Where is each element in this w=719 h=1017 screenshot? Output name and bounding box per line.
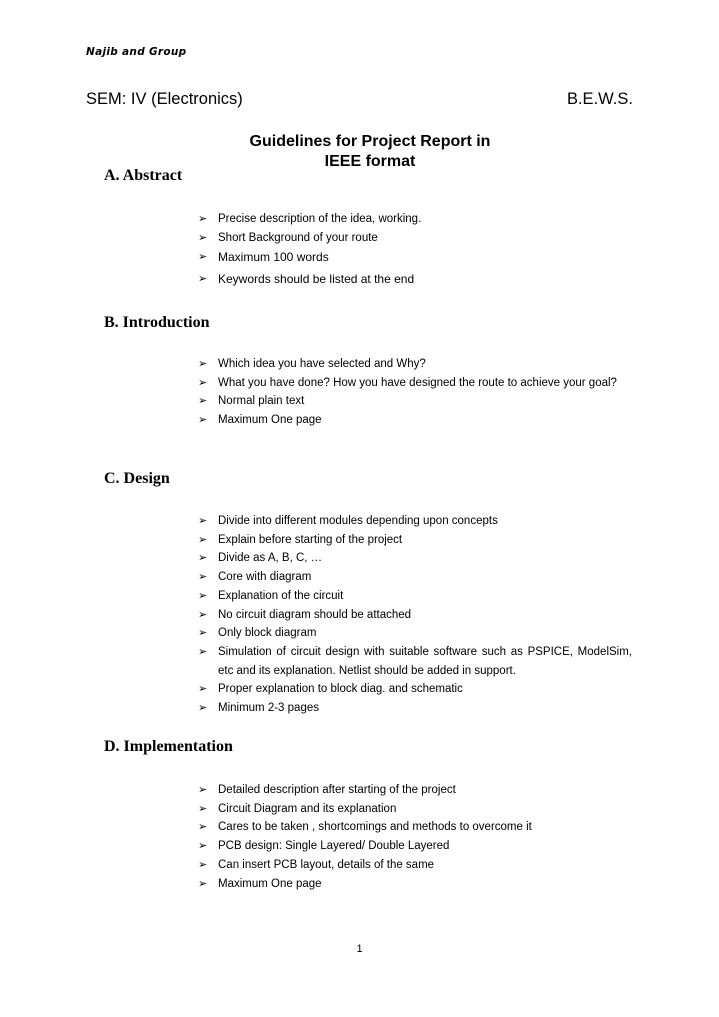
list-item: ➢ Maximum One page [198,411,632,430]
arrow-bullet-icon: ➢ [198,552,208,565]
document-title-line-1: Guidelines for Project Report in [249,133,491,150]
arrow-bullet-icon: ➢ [198,683,208,696]
arrow-bullet-icon: ➢ [198,702,208,715]
arrow-bullet-icon: ➢ [198,877,208,890]
semester-label: SEM: IV (Electronics) [86,90,243,108]
arrow-bullet-icon: ➢ [198,840,208,853]
arrow-bullet-icon: ➢ [198,571,208,584]
arrow-bullet-icon: ➢ [198,395,208,408]
list-item: ➢ Normal plain text [198,392,632,411]
list-item: ➢ Proper explanation to block diag. and schematic [198,680,632,699]
list-item: ➢ Divide as A, B, C, … [198,549,632,568]
arrow-bullet-icon: ➢ [198,414,208,427]
list-item: ➢ Circuit Diagram and its explanation [198,800,632,819]
list-item: ➢ What you have done? How you have designed the route to achieve your goal? [198,374,632,393]
list-item: ➢ Detailed description after starting of the project [198,781,632,800]
arrow-bullet-icon: ➢ [198,821,208,834]
arrow-bullet-icon: ➢ [198,533,208,546]
list-item: ➢ Maximum One page [198,875,632,894]
document-title-line-2: IEEE format [324,153,416,170]
arrow-bullet-icon: ➢ [198,251,208,264]
section-heading-implementation: D. Implementation [104,738,233,755]
list-item: ➢ Explain before starting of the project [198,531,632,550]
arrow-bullet-icon: ➢ [198,784,208,796]
arrow-bullet-icon: ➢ [198,802,208,815]
section-heading-introduction: B. Introduction [104,314,210,331]
section-heading-abstract: A. Abstract [104,167,183,184]
department-label: B.E.W.S. [566,90,633,108]
list-item: ➢ Only block diagram [198,624,632,643]
list-item: ➢ Minimum 2-3 pages [198,699,632,718]
arrow-bullet-icon: ➢ [198,358,208,370]
list-item: ➢ Keywords should be listed at the end [198,269,632,291]
arrow-bullet-icon: ➢ [198,608,208,621]
introduction-list [198,355,632,430]
section-heading-design: C. Design [104,470,170,487]
list-item: ➢ PCB design: Single Layered/ Double Layered [198,837,632,856]
arrow-bullet-icon: ➢ [198,645,208,658]
arrow-bullet-icon: ➢ [198,231,208,244]
arrow-bullet-icon: ➢ [198,858,208,871]
list-item: ➢ Which idea you have selected and Why? [198,355,632,374]
implementation-list [198,781,632,893]
list-item: ➢ Divide into different modules depending upon concepts [198,512,632,531]
list-item: ➢ Cares to be taken , shortcomings and methods to overcome it [198,818,632,837]
brand-name: Najib and Group [86,46,187,58]
document-title [230,132,510,172]
list-item: ➢ Short Background of your route [198,229,632,248]
list-item: ➢ Maximum 100 words [198,247,632,269]
list-item: ➢ Simulation of circuit design with suitable software such as PSPICE, ModelSim, etc and its explanation. Netlist should be added in support. [198,643,632,680]
arrow-bullet-icon: ➢ [198,272,208,285]
arrow-bullet-icon: ➢ [198,627,208,640]
abstract-list [198,210,632,290]
arrow-bullet-icon: ➢ [198,515,208,527]
arrow-bullet-icon: ➢ [198,376,208,389]
design-list [198,512,632,718]
list-item: ➢ Explanation of the circuit [198,587,632,606]
list-item: ➢ Core with diagram [198,568,632,587]
list-item: ➢ Can insert PCB layout, details of the same [198,856,632,875]
list-item: ➢ Precise description of the idea, working. [198,210,632,229]
arrow-bullet-icon: ➢ [198,213,208,225]
arrow-bullet-icon: ➢ [198,589,208,602]
list-item: ➢ No circuit diagram should be attached [198,606,632,625]
page-number: 1 [356,943,363,955]
